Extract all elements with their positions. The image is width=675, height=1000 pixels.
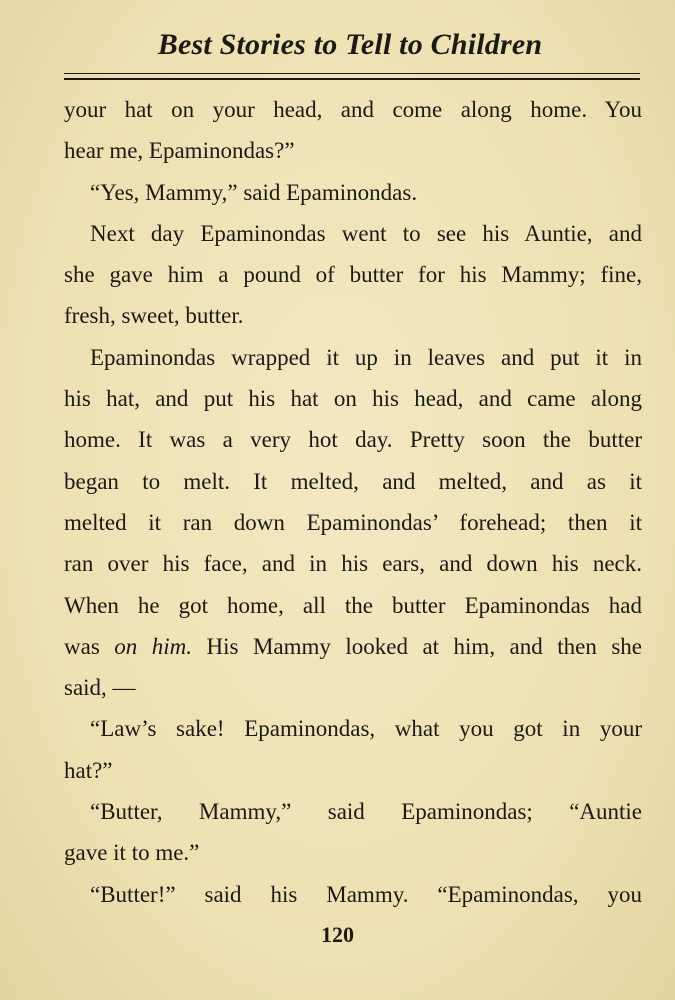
text-line: his hat, and put his hat on his head, and came along	[64, 386, 642, 412]
text-line: When he got home, all the butter Epaminondas had	[64, 592, 642, 618]
text-line: she gave him a pound of butter for his Mammy; fine,	[64, 262, 642, 288]
page-number: 120	[321, 922, 354, 947]
text-line: said, —	[64, 675, 136, 701]
text-line: “Butter, Mammy,” said Epaminondas; “Auntie	[90, 799, 642, 825]
text-line: hat?”	[64, 757, 113, 783]
text-line: “Butter!” said his Mammy. “Epaminondas, you	[90, 881, 642, 907]
text-segment: was	[64, 633, 115, 659]
text-line: home. It was a very hot day. Pretty soon the butter	[64, 427, 642, 453]
text-line: hear me, Epaminondas?”	[64, 138, 295, 164]
text-line: your hat on your head, and come along home. You	[64, 97, 642, 122]
text-line: ran over his face, and in his ears, and down his neck.	[64, 551, 642, 577]
text-line: began to melt. It melted, and melted, and as it	[64, 468, 642, 494]
text-segment: His Mammy looked at him, and then she	[192, 633, 642, 659]
emphasis-text: on him.	[114, 633, 193, 659]
text-line: Epaminondas wrapped it up in leaves and put it in	[90, 344, 642, 370]
text-line: melted it ran down Epaminondas’ forehead; then it	[64, 509, 642, 535]
header-rule	[64, 73, 640, 80]
body-text	[64, 89, 642, 915]
text-line: “Yes, Mammy,” said Epaminondas.	[90, 179, 418, 205]
text-line: fresh, sweet, butter.	[64, 303, 244, 329]
text-line: “Law’s sake! Epaminondas, what you got in your	[90, 716, 642, 742]
text-line: Next day Epaminondas went to see his Auntie, and	[90, 220, 642, 246]
text-line	[64, 626, 642, 667]
text-line: gave it to me.”	[64, 840, 200, 866]
running-head: Best Stories to Tell to Children	[157, 28, 543, 61]
